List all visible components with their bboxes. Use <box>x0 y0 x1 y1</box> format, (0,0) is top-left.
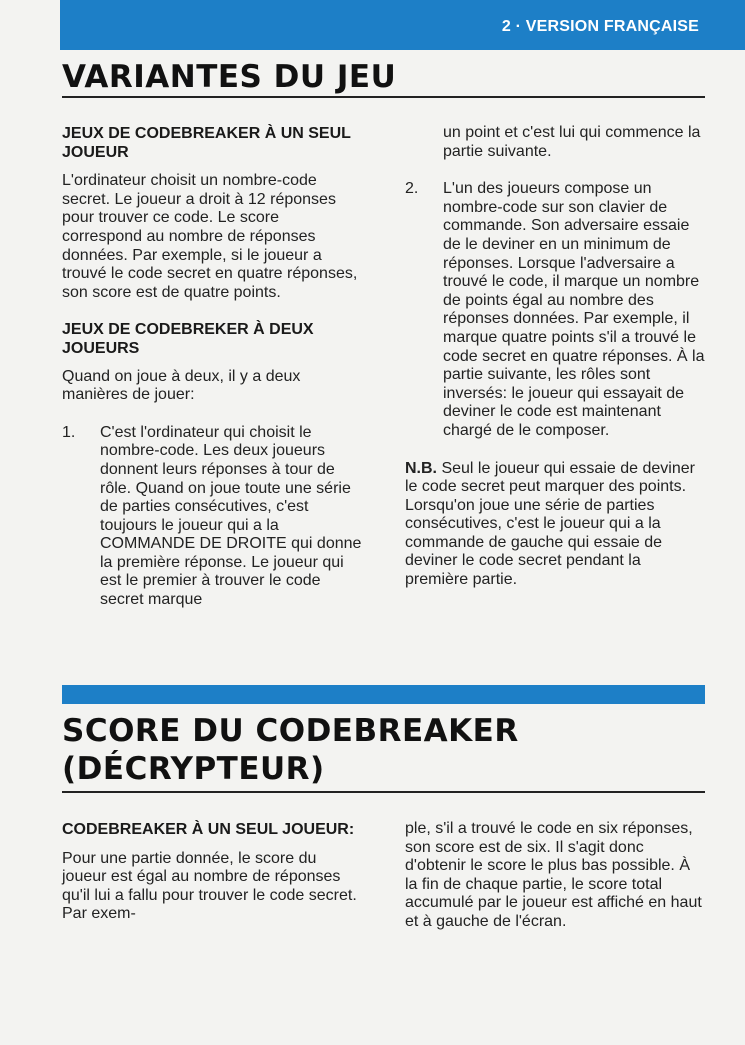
subheading-score-single: CODEBREAKER À UN SEUL JOUEUR: <box>62 821 355 838</box>
title-rule <box>62 791 705 793</box>
section-title-variantes: VARIANTES DU JEU <box>62 59 397 95</box>
list-number: 2. <box>405 180 419 198</box>
list-text: L'un des joueurs compose un nombre-code sur son clavier de commande. Son adversaire essaie de le deviner en un minimum de réponses. Lorsque l'adversaire a trouvé le code, il marque un nombre de points égal au nombre des réponses données. Par exemple, il marque quatre points s'il a trouvé le code secret en quatre réponses. À la partie suivante, les rôles sont inversés: le joueur qui essayait de deviner le code est maintenant chargé de le composer. <box>443 180 705 439</box>
header-bar <box>60 0 745 50</box>
column-left-1 <box>62 125 362 610</box>
title-rule <box>62 96 705 98</box>
section-divider-bar <box>62 685 705 704</box>
nb-label: N.B. <box>405 459 437 477</box>
section-tag: 2 · VERSION FRANÇAISE <box>501 18 699 35</box>
paragraph-single-player: L'ordinateur choisit un nombre-code secret. Le joueur a droit à 12 réponses pour trouver ce code. Le score correspond au nombre de réponses données. Par exemple, si le joueur a trouvé le code secret en quatre réponses, son score est de quatre points. <box>62 172 358 301</box>
paragraph-score: Pour une partie donnée, le score du joueur est égal au nombre de réponses qu'il lui a fallu pour trouver le code secret. Par exem- <box>62 849 357 923</box>
column-left-2 <box>62 821 362 924</box>
subheading-two-players: JEUX DE CODEBREKER À DEUX JOUEURS <box>62 321 314 357</box>
list-item-1-continued: un point et c'est lui qui commence la partie suivante. <box>443 124 701 160</box>
column-right-1 <box>405 124 705 590</box>
list-number: 1. <box>62 423 76 441</box>
paragraph-score-continued: ple, s'il a trouvé le code en six réponses, son score est de six. Il s'agit donc d'obtenir le score le plus bas possible. À la fin de chaque partie, le score total accumulé par le joueur est affiché en haut et à gauche de l'écran. <box>405 820 702 930</box>
list-item-2 <box>405 180 705 440</box>
nb-note <box>405 460 705 590</box>
section-title-score: SCORE DU CODEBREAKER (DÉCRYPTEUR) <box>62 713 519 787</box>
list-item-1 <box>62 424 362 610</box>
list-text: C'est l'ordinateur qui choisit le nombre-code. Les deux joueurs donnent leurs réponses à tour de rôle. Quand on joue toute une série de parties consécutives, c'est toujours le joueur qui a la COMMANDE DE DROITE qui donne la première réponse. Le joueur qui est le premier à trouver le code secret marque <box>100 423 362 609</box>
subheading-single-player: JEUX DE CODEBREAKER À UN SEUL JOUEUR <box>62 125 351 161</box>
paragraph-two-intro: Quand on joue à deux, il y a deux manières de jouer: <box>62 367 301 404</box>
column-right-2 <box>405 820 705 932</box>
nb-text: Seul le joueur qui essaie de deviner le code secret peut marquer des points. Lorsqu'on joue une série de parties consécutives, c'est le joueur qui a la commande de gauche qui essaie de deviner le code secret pendant la première partie. <box>405 459 695 589</box>
